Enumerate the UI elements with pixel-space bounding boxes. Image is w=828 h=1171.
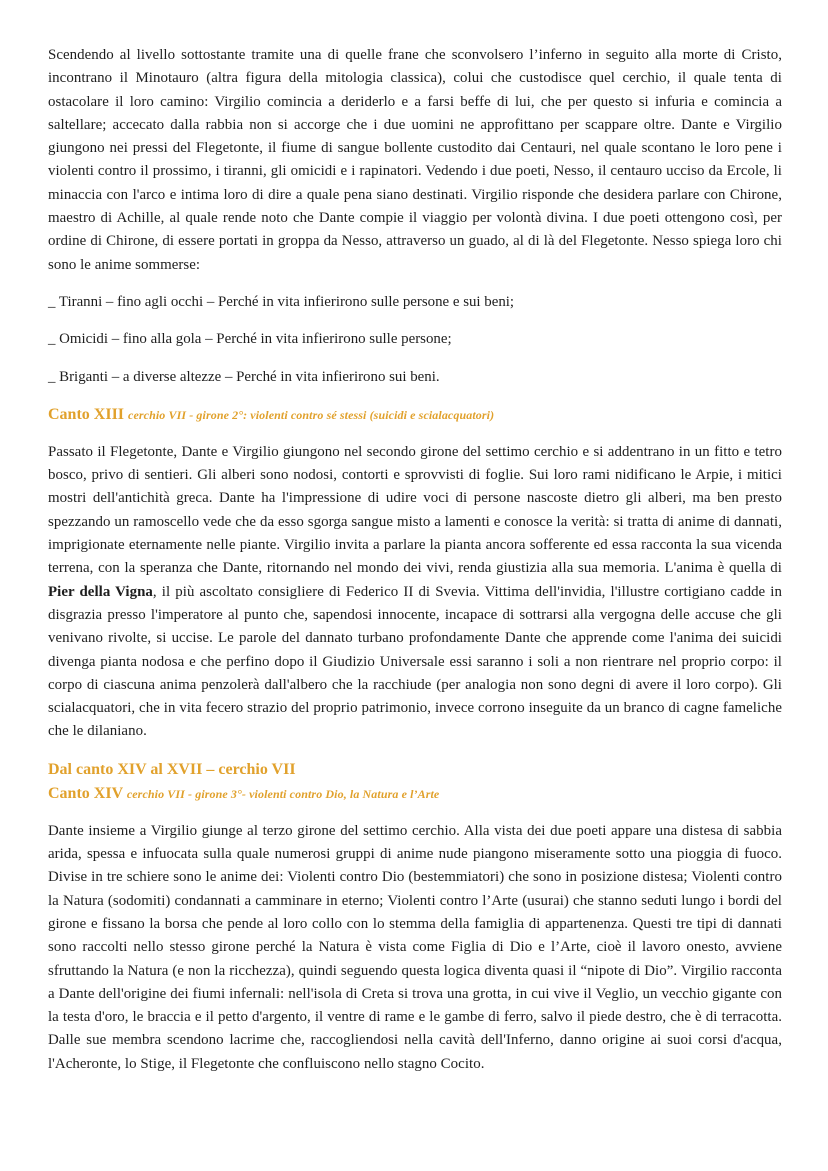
list-item-omicidi: _ Omicidi – fino alla gola – Perché in vita infierirono sulle persone;: [48, 331, 452, 348]
intro-paragraph: Scendendo al livello sottostante tramite una di quelle frane che sconvolsero l’inferno in seguito alla morte di Cristo, incontrano il Minotauro (altra figura della mitologia classica), colui che custodisce quel cerchio, il quale tenta di ostacolare il loro camino: Virgilio comincia a deriderlo e a farsi beffe di lui, che per questo si infuria e comincia a saltellare; accecato dalla rabbia non si accorge che i due uomini ne approfittano per scappare oltre. Dante e Virgilio giungono nei pressi del Flegetonte, il fiume di sangue bollente custodito dai Centauri, nel quale scontano le loro pene i violenti contro il prossimo, i tiranni, gli omicidi e i rapinatori. Vedendo i due poeti, Nesso, il centauro ucciso da Ercole, li minaccia con l'arco e intima loro di dire a quale pena siano destinati. Virgilio risponde che desidera parlare con Chirone, maestro di Achille, al quale rende noto che Dante compie il viaggio per volontà divina. I due poeti ottengono così, per ordine di Chirone, di essere portati in groppa da Nesso, attraverso un guado, al di là del Flegetonte. Nesso spiega loro chi sono le anime sommerse:: [48, 47, 782, 273]
canto-13-paragraph: [48, 441, 782, 744]
canto-13-title: Canto XIII: [48, 405, 125, 423]
canto-14-heading: [48, 782, 782, 806]
souls-list: [48, 291, 782, 389]
canto-14-paragraph: Dante insieme a Virgilio giunge al terzo girone del settimo cerchio. Alla vista dei due poeti appare una distesa di sabbia arida, spessa e infuocata sulla quale numerosi gruppi di anime nude piangono miseramente sotto una pioggia di fuoco. Divise in tre schiere sono le anime dei: Violenti contro Dio (bestemmiatori) che sono in posizione distesa; Violenti contro la Natura (sodomiti) condannati a camminare in eterno; Violenti contro l’Arte (usurai) che stanno seduti lungo i bordi del girone e fissano la borsa che pende al loro collo con lo stemma della famiglia di appartenenza. Questi tre tipi di dannati sono raccolti nello stesso girone perché la Natura è vista come Figlia di Dio e l’Arte, cioè il lavoro onesto, avviene sfruttando la Natura (e non la ricchezza), quindi seguendo questa logica diventa quasi il “nipote di Dio”. Virgilio racconta a Dante dell'origine dei fiumi infernali: nell'isola di Creta si trova una grotta, in cui vive il Veglio, un vecchio gigante con la testa d'oro, le braccia e il petto d'argento, il ventre di rame e le gambe di ferro, salvo il piede destro, che è di terracotta. Dalle sue membra scendono lacrime che, raccogliendosi nella cavità dell'Inferno, danno origine ai suoi corsi d'acqua, l'Acheronte, lo Stige, il Flegetonte che confluiscono nello stagno Cocito.: [48, 822, 782, 1072]
document-page: [48, 44, 782, 1076]
canto-13-heading: [48, 403, 782, 427]
canto-14-title: Canto XIV: [48, 784, 123, 802]
list-item-briganti: _ Briganti – a diverse altezze – Perché in vita infierirono sui beni.: [48, 368, 440, 385]
pier-della-vigna-name: Pier della Vigna: [48, 583, 153, 600]
list-item-tiranni: _ Tiranni – fino agli occhi – Perché in vita infierirono sulle persone e sui beni;: [48, 293, 515, 310]
canto-13-text-before: Passato il Flegetonte, Dante e Virgilio giungono nel secondo girone del settimo cerchio e si addentrano in un fitto e tetro bosco, privo di sentieri. Gli alberi sono nodosi, contorti e sprovvisti di foglie. Sui loro rami nidificano le Arpie, i mitici mostri dell'antichità greca. Dante ha l'impressione di udire voci di persone nascoste dietro gli alberi, ma ben presto spezzando un ramoscello vede che da esso sgorga sangue misto a lamenti e conosce la verità: si tratta di anime di dannati, imprigionate eternamente nelle piante. Virgilio invita a parlare la pianta ancora sofferente ed essa racconta la sua vicenda terrena, con la speranza che Dante, ritornando nel mondo dei vivi, renda giustizia alla sua memoria. L'anima è quella di: [48, 443, 782, 577]
canto-13-text-after: , il più ascoltato consigliere di Federico II di Svevia. Vittima dell'invidia, l'illustre cortigiano cadde in disgrazia presso l'imperatore al punto che, sapendosi innocente, incapace di sottrarsi alla vergogna delle accuse che gli venivano rivolte, si uccise. Le parole del dannato turbano profondamente Dante che apprende come l'anima dei suicidi divenga pianta nodosa e che perfino dopo il Giudizio Universale essi saranno i soli a non rientrare nel proprio corpo: il corpo di ciascuna anima penzolerà dall'albero che la racchiude (per analogia non sono degni di avere il loro corpo). Gli scialacquatori, che in vita fecero strazio del proprio patrimonio, invece corrono inseguite da un branco di cagne fameliche che le dilaniano.: [48, 583, 782, 740]
canto-13-subheading: cerchio VII - girone 2°: violenti contro sé stessi (suicidi e scialacquatori): [128, 407, 495, 422]
section-heading: Dal canto XIV al XVII – cerchio VII: [48, 760, 296, 778]
canto-14-subheading: cerchio VII - girone 3°- violenti contro Dio, la Natura e l’Arte: [126, 786, 440, 801]
